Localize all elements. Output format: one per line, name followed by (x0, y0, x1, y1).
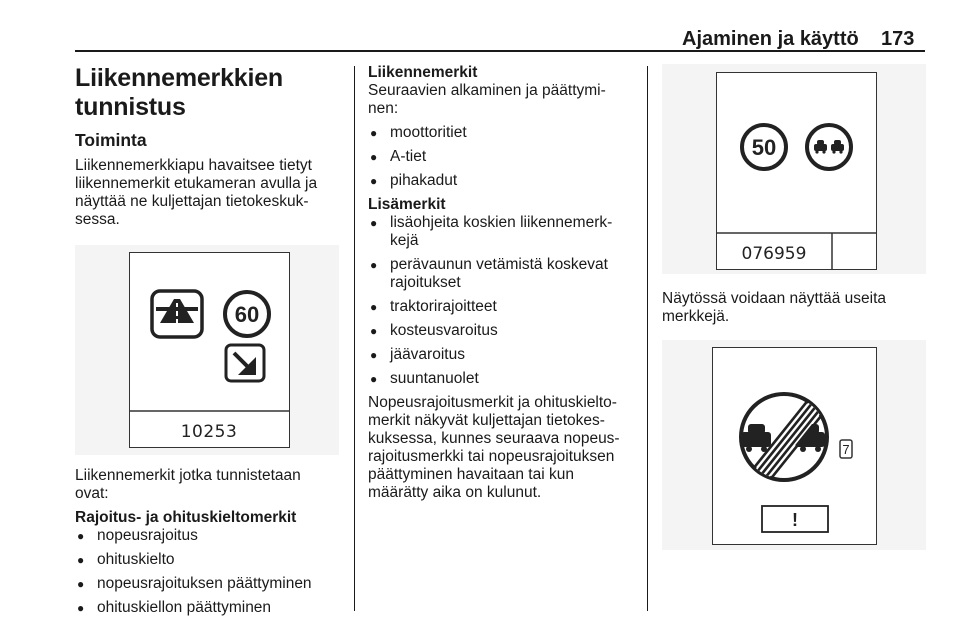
restriction-list (75, 527, 345, 617)
list-item: ● lisäohjeita koskien liikennemerk- kejä (368, 214, 638, 250)
list-item: ● perävaunun vetämistä koskevat rajoitukset (368, 256, 638, 292)
column-2 (368, 64, 638, 502)
group-title-signs: Liikennemerkit (368, 64, 478, 81)
sign-code: 10253 (180, 422, 238, 442)
list-item: ● pihakadut (368, 172, 638, 190)
additional-sign-number: 7 (842, 442, 850, 457)
speed-value: 60 (234, 302, 260, 327)
warning-mark: ! (792, 510, 798, 530)
group-title-additional: Lisämerkit (368, 196, 446, 213)
page-header-title: Ajaminen ja käyttö (682, 28, 859, 50)
subsection-heading: Toiminta (75, 130, 147, 150)
list-item: ● nopeusrajoitus (75, 527, 345, 545)
column-divider-1 (354, 66, 355, 611)
intro-paragraph: Liikennemerkkiapu havaitsee tietyt liikennemerkit etukameran avulla ja näyttää ne kuljettajan tietokeskuk- sessa. (75, 157, 318, 228)
motorway-speed-sign-graphic (130, 253, 289, 447)
figure-end-of-restrictions-sign (662, 340, 926, 550)
list-item: ● nopeusrajoituksen päättyminen (75, 575, 345, 593)
group1-text: Seuraavien alkaminen ja päättymi- (368, 82, 606, 99)
recognized-intro: Liikennemerkit jotka tunnistetaan ovat: (75, 467, 301, 502)
column-1 (75, 64, 345, 617)
sign-code: 076959 (741, 244, 807, 264)
signs-list (368, 124, 638, 190)
list-item: ● kosteusvaroitus (368, 322, 638, 340)
list-item: ● jäävaroitus (368, 346, 638, 364)
figure-caption: Näytössä voidaan näyttää useita merkkejä. (662, 290, 887, 325)
figure-speed-no-overtaking-sign (662, 64, 926, 274)
group1-text: nen: (368, 100, 399, 117)
speed-value: 50 (751, 135, 777, 160)
list-item: ● traktorirajoitteet (368, 298, 638, 316)
figure-motorway-speed-sign (75, 245, 339, 455)
no-overtaking-icon (807, 125, 851, 169)
display-duration-paragraph: Nopeusrajoitusmerkit ja ohituskielto- merkit näkyvät kuljettajan tietokes- kuksessa, kunnes seuraava nopeus- rajoitusmerkki tai nopeusrajoituksen päättyminen havaitaan tai kun määrätty aika on kulunut. (368, 394, 620, 501)
list-item: ● ohituskielto (75, 551, 345, 569)
page-number: 173 (881, 28, 915, 50)
header-rule (75, 50, 925, 52)
list-item: ● moottoritiet (368, 124, 638, 142)
group-title-restrictions: Rajoitus- ja ohituskieltomerkit (75, 509, 297, 526)
list-item: ● A-tiet (368, 148, 638, 166)
end-of-restrictions-graphic (713, 348, 876, 544)
list-item: ● suuntanuolet (368, 370, 638, 388)
column-3 (662, 64, 932, 550)
section-heading: Liikennemerkkien tunnistus (75, 64, 284, 121)
additional-signs-list (368, 214, 638, 388)
column-divider-2 (647, 66, 648, 611)
speed-no-overtaking-graphic (717, 73, 876, 269)
list-item: ● ohituskiellon päättyminen (75, 599, 345, 617)
